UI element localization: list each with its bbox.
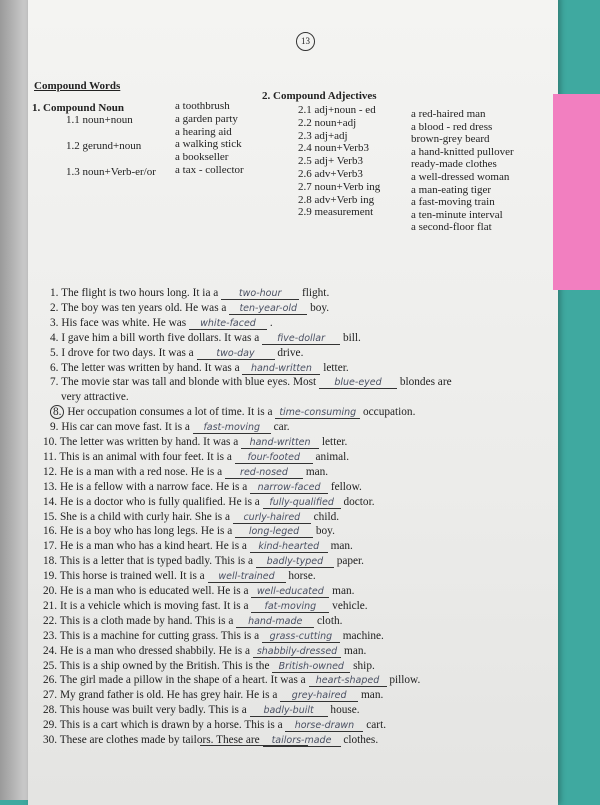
sentence-text: The flight is two hours long. It ia a [61,287,219,299]
item-number: 1. [50,287,59,299]
noun-example: a garden party [175,112,238,125]
sentence-text: He is a man who dressed shabbily. He is a [59,644,250,657]
exercise-item [43,540,353,553]
item-number: 3. [50,316,59,329]
answer-blank[interactable]: heart-shaped [309,675,387,687]
exercise-item [50,347,303,360]
adjective-example: a blood - red dress [411,120,493,133]
adjective-type: 2.4 noun+Verb3 [298,142,369,155]
sentence-end: vehicle. [332,599,368,612]
page-number: 13 [296,32,315,51]
sentence-text: The movie star was tall and blonde with blue eyes. Most [61,376,317,389]
sentence-end: horse. [288,570,316,583]
sentence-text: Her occupation consumes a lot of time. It is a [67,406,273,419]
noun-example: a hearing aid [175,125,232,138]
sentence-text: It is a vehicle which is moving fast. It is a [59,599,249,612]
exercise-item [50,287,329,300]
exercise-item [43,585,354,598]
item-number: 23. [43,629,58,642]
answer-blank[interactable]: fast-moving [193,422,271,434]
exercise-item [43,555,364,568]
item-number: 17. [43,540,58,553]
item-number: 8. [50,405,64,419]
answer-blank[interactable]: ten-year-old [229,303,307,315]
sentence-end: bill. [342,331,361,344]
noun-example: a tax - collector [175,164,244,176]
sentence-text: He is a doctor who is fully qualified. He is a [59,495,260,508]
adjective-type: 2.9 measurement [298,206,374,219]
exercise-item [50,317,273,330]
sentence-text: This is a cart which is drawn by a horse. This is a [59,719,283,732]
sentence-text: His car can move fast. It is a [61,421,190,434]
signature-line [200,745,308,746]
item-number: 25. [43,659,58,672]
sentence-text: He is a boy who has long legs. He is a [59,525,233,538]
answer-blank[interactable]: kind-hearted [250,541,328,553]
sticky-note [553,94,600,290]
exercise-item [50,421,290,434]
sentence-text: I drove for two days. It was a [61,346,194,359]
adjective-example: a well-dressed woman [411,171,510,183]
sentence-text: This is a cloth made by hand. This is a [59,614,234,627]
answer-blank[interactable]: hand-written [241,437,319,449]
sentence-text: He is a fellow with a narrow face. He is a [59,480,248,493]
sentence-end: man. [305,465,329,478]
exercise-item [43,481,362,494]
exercise-item [43,436,347,449]
item-number: 9. [50,421,59,434]
answer-blank[interactable]: well-educated [251,586,329,598]
sentence-text: This is a ship owned by the British. This is the [59,659,270,672]
sentence-end: occupation. [363,406,416,419]
sentence-text: This is a machine for cutting grass. This is a [59,629,260,642]
noun-example: a bookseller [175,151,229,164]
item-number: 4. [50,331,59,344]
adjective-example: a ten-minute interval [411,208,503,221]
adjective-type: 2.7 noun+Verb ing [298,180,381,193]
exercise-item [43,511,339,524]
item-number: 14. [43,495,58,508]
exercise-item [43,645,366,658]
sentence-text: The letter was written by hand. It was a [59,436,239,448]
adjective-type: 2.8 adv+Verb ing [298,193,375,206]
sentence-end: machine. [342,629,384,642]
answer-blank[interactable]: British-owned [272,661,350,673]
answer-blank[interactable]: two-hour [221,288,299,300]
sentence-text: This house was built very badly. This is a [59,704,247,717]
sentence-text: I gave him a bill worth five dollars. It was a [61,331,260,344]
item-number: 21. [43,599,58,612]
sentence-end: paper. [336,555,364,568]
adjective-example: a second-floor flat [411,221,492,234]
item-number: 13. [43,480,58,493]
exercise-item [50,302,329,315]
item-number: 16. [43,525,58,538]
item-number: 2. [50,301,59,314]
item-number: 10. [43,436,58,448]
sentence-text: His face was white. He was [61,316,187,329]
exercise-item [50,332,361,345]
answer-blank[interactable]: grass-cutting [262,631,340,643]
sentence-text: My grand father is old. He has grey hair. He is a [59,689,278,702]
exercise-item [43,704,360,717]
sentence-end: drive. [277,346,304,359]
answer-blank[interactable]: tailors-made [263,735,341,747]
sentence-text: She is a child with curly hair. She is a [59,510,231,523]
sentence-end: flight. [301,287,330,299]
noun-example: a walking stick [175,138,242,151]
item-number: 18. [43,555,58,568]
sentence-end: house. [330,704,360,717]
adjective-type: 2.5 adj+ Verb3 [298,155,363,168]
sentence-end: car. [273,421,290,434]
sentence-end: ship. [353,659,375,672]
exercise-item [50,376,452,389]
adjective-heading: 2. Compound Adjectives [262,90,377,102]
answer-blank[interactable]: two-day [197,348,275,360]
sentence-end: doctor. [343,495,375,508]
sentence-end: fellow. [330,480,362,493]
sentence-end: pillow. [389,674,421,687]
answer-blank[interactable]: horse-drawn [285,720,363,732]
exercise-item [43,689,383,702]
adjective-type: 2.2 noun+adj [298,116,357,129]
noun-type: 1.1 noun+noun [66,114,133,126]
item-number: 27. [43,689,58,702]
answer-blank[interactable]: fat-moving [251,601,329,613]
adjective-example: brown-grey beard [411,133,490,146]
sentence-end: boy. [315,525,335,538]
item-number: 24. [43,644,58,657]
item-number: 19. [43,570,58,583]
sentence-text: This horse is trained well. It is a [59,570,205,583]
item-number: 11. [43,450,57,463]
answer-blank[interactable]: hand-written [242,363,320,375]
sentence-text: He is a man who has a kind heart. He is a [59,540,247,553]
adjective-example: ready-made clothes [411,158,497,171]
adjective-example: a red-haired man [411,108,486,120]
sentence-end: man. [330,540,353,553]
adjective-example: a man-eating tiger [411,183,492,196]
exercise-item [43,630,384,643]
sentence-end: man. [344,644,367,657]
adjective-example: a hand-knitted pullover [411,145,514,158]
sentence-text: This is an animal with four feet. It is a [59,450,232,463]
item-number: 22. [43,614,58,627]
answer-blank[interactable]: fully-qualified [263,497,341,509]
item-number: 30. [43,734,58,746]
item-number: 26. [43,674,58,687]
exercise-item [43,466,328,479]
adjective-type: 2.1 adj+noun - ed [298,104,376,116]
sentence-end: man. [361,689,384,702]
exercise-item [43,674,420,687]
noun-type: 1.2 gerund+noun [66,140,142,152]
item-number: 20. [43,585,58,597]
answer-blank[interactable]: badly-typed [256,556,334,568]
answer-blank[interactable]: long-leged [235,526,313,538]
worksheet-title: Compound Words [34,80,121,92]
answer-blank[interactable]: badly-built [250,705,328,717]
exercise-item [43,451,349,464]
answer-blank[interactable]: red-nosed [225,467,303,479]
exercise-item [43,660,375,673]
noun-type: 1.3 noun+Verb-er/or [66,166,156,178]
sentence-text: This is a letter that is typed badly. This is a [59,555,254,568]
adjective-type: 2.3 adj+adj [298,129,348,142]
sentence-end: animal. [315,450,350,463]
item-number: 15. [43,510,58,523]
exercise-item [43,719,386,732]
exercise-item [43,615,342,628]
exercise-item [50,362,349,375]
item-number: 5. [50,346,59,359]
sentence-end: child. [313,510,340,523]
answer-blank[interactable]: blue-eyed [319,377,397,389]
sentence-end: cloth. [317,614,343,627]
adjective-type: 2.6 adv+Verb3 [298,168,363,180]
answer-blank[interactable]: white-faced [189,318,267,330]
answer-blank[interactable]: well-trained [208,571,286,583]
sentence-text: The letter was written by hand. It was a [61,361,240,374]
answer-blank[interactable]: curly-haired [233,512,311,524]
sentence-continuation: very attractive. [61,391,129,404]
item-number: 6. [50,361,59,374]
answer-blank[interactable]: hand-made [236,616,314,628]
exercise-item [43,600,368,613]
sentence-end: cart. [366,719,387,732]
sentence-text: The boy was ten years old. He was a [61,301,227,314]
exercise-item [43,525,335,538]
answer-blank[interactable]: time-consuming [275,407,360,419]
sentence-end: boy. [310,301,330,314]
exercise-item [50,406,415,419]
sentence-end: man. [332,585,355,597]
item-number: 29. [43,719,58,732]
answer-blank[interactable]: four-footed [235,452,313,464]
item-number: 28. [43,704,58,717]
answer-blank[interactable]: narrow-faced [250,482,328,494]
noun-heading: 1. Compound Noun [32,102,125,114]
exercise-item [43,496,375,509]
answer-blank[interactable]: shabbily-dressed [253,646,341,658]
adjective-example: a fast-moving train [411,196,495,209]
sentence-end: blondes are [399,376,452,389]
sentence-end: clothes. [343,734,379,746]
exercise-item [43,570,316,583]
item-number: 7. [50,376,59,389]
answer-blank[interactable]: grey-haired [280,690,358,702]
sentence-end: letter. [323,361,349,374]
sentence-end: letter. [321,436,348,448]
sentence-text: The girl made a pillow in the shape of a heart. It was a [59,674,306,687]
item-number: 12. [43,465,58,478]
noun-example: a toothbrush [175,100,230,112]
sentence-end: . [269,316,273,329]
sentence-text: He is a man who is educated well. He is a [59,585,249,597]
sentence-text: These are clothes made by tailors. These are [59,734,260,746]
answer-blank[interactable]: five-dollar [262,333,340,345]
sentence-text: He is a man with a red nose. He is a [59,465,223,478]
